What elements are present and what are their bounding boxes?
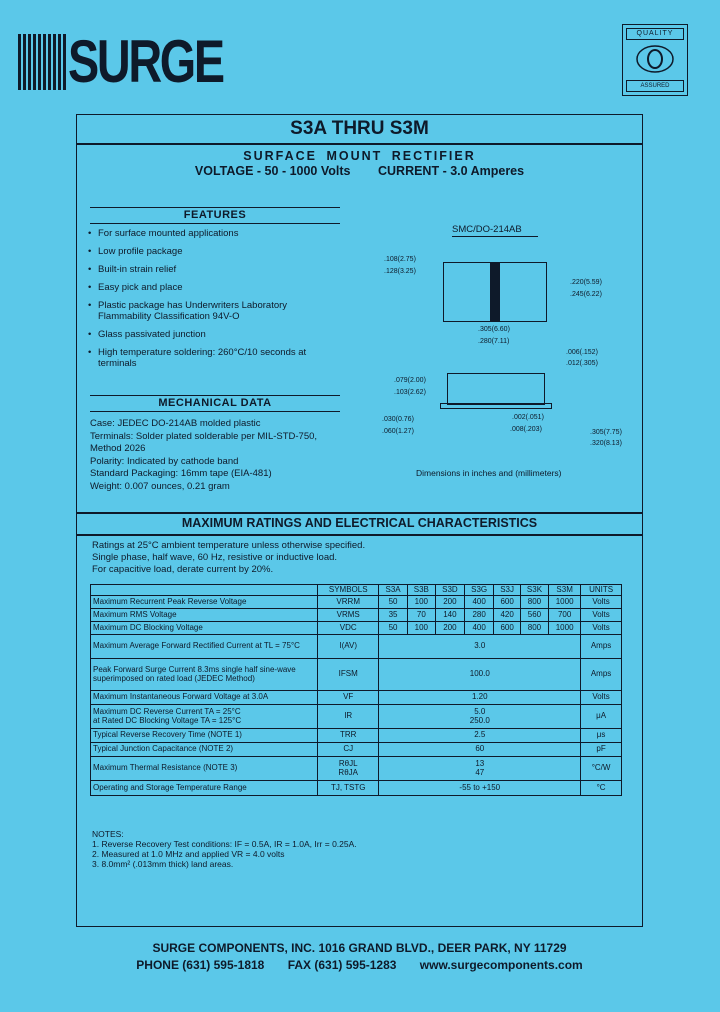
row-value: 2.5 <box>379 728 581 742</box>
row-name: Typical Junction Capacitance (NOTE 2) <box>91 742 318 756</box>
table-row <box>91 634 622 658</box>
header-cell: S3G <box>464 585 494 596</box>
table-row <box>91 595 622 608</box>
row-unit: μs <box>581 728 622 742</box>
row-value: 5.0 250.0 <box>379 704 581 728</box>
package-leads <box>440 403 552 409</box>
row-value: 50 <box>379 621 407 634</box>
mechanical-rule <box>90 395 340 396</box>
dim-label: .280(7.11) <box>478 338 510 345</box>
row-name: Maximum Recurrent Peak Reverse Voltage <box>91 595 318 608</box>
mechanical-rule-bottom <box>90 411 340 412</box>
row-value: 1000 <box>549 621 581 634</box>
notes <box>92 829 357 869</box>
table-row <box>91 690 622 704</box>
dim-label: .002(.051) <box>512 414 544 421</box>
table-row <box>91 742 622 756</box>
row-value: 60 <box>379 742 581 756</box>
badge-top-text: QUALITY <box>626 28 684 40</box>
row-name: Maximum Average Forward Rectified Current at TL = 75°C <box>91 634 318 658</box>
row-symbol: TJ, TSTG <box>318 780 379 795</box>
cathode-band <box>490 262 500 322</box>
quality-assured-badge <box>622 24 688 96</box>
row-value: 13 47 <box>379 756 581 780</box>
table-row <box>91 728 622 742</box>
feature-item: • For surface mounted applications <box>88 228 239 239</box>
row-value: 600 <box>494 621 520 634</box>
row-value: 3.0 <box>379 634 581 658</box>
dim-label: .008(.203) <box>510 426 542 433</box>
package-name: SMC/DO-214AB <box>452 224 522 235</box>
dim-label: .030(0.76) <box>382 416 414 423</box>
intro-line: Ratings at 25°C ambient temperature unless otherwise specified. <box>92 540 366 551</box>
features-rule <box>90 207 340 208</box>
package-name-underline <box>452 236 538 237</box>
header-cell: UNITS <box>581 585 622 596</box>
features-heading: FEATURES <box>183 209 247 221</box>
mechanical-data <box>90 418 340 493</box>
feature-item: • Built-in strain relief <box>88 264 177 275</box>
row-value: 600 <box>494 595 520 608</box>
ratings-heading: MAXIMUM RATINGS AND ELECTRICAL CHARACTERISTICS <box>181 516 538 530</box>
table-row <box>91 756 622 780</box>
row-name: Peak Forward Surge Current 8.3ms single half sine-wave superimposed on rated load (JEDEC Method) <box>91 658 318 690</box>
table-row <box>91 658 622 690</box>
dim-label: .108(2.75) <box>384 256 416 263</box>
table-row <box>91 621 622 634</box>
note-item: 3. 8.0mm² (.013mm thick) land areas. <box>92 859 234 869</box>
row-symbol: TRR <box>318 728 379 742</box>
row-value: 50 <box>379 595 407 608</box>
note-item: 2. Measured at 1.0 MHz and applied VR = 4.0 volts <box>92 849 285 859</box>
company-contact <box>76 958 643 972</box>
row-value: 420 <box>494 608 520 621</box>
row-symbol: IR <box>318 704 379 728</box>
header-cell: SYMBOLS <box>318 585 379 596</box>
feature-item: • Plastic package has Underwriters Laboratory Flammability Classification 94V-O <box>88 300 288 322</box>
row-value: 100 <box>407 621 435 634</box>
header-cell: S3D <box>435 585 464 596</box>
surge-logo <box>18 28 266 95</box>
mechanical-line: Polarity: Indicated by cathode band <box>90 455 239 467</box>
row-value: 1000 <box>549 595 581 608</box>
row-value: 70 <box>407 608 435 621</box>
row-unit: Amps <box>581 634 622 658</box>
table-row <box>91 608 622 621</box>
rating-summary <box>76 164 643 178</box>
header-cell: S3K <box>520 585 548 596</box>
product-subtitle: SURFACE MOUNT RECTIFIER <box>243 149 476 163</box>
dim-label: .245(6.22) <box>570 291 602 298</box>
website-link[interactable]: www.surgecomponents.com <box>419 958 583 972</box>
mechanical-heading: MECHANICAL DATA <box>158 397 272 409</box>
voltage-range: VOLTAGE - 50 - 1000 Volts <box>194 164 351 178</box>
row-value: 560 <box>520 608 548 621</box>
mechanical-line: Method 2026 <box>90 443 146 454</box>
row-symbol: RθJL RθJA <box>318 756 379 780</box>
row-value: 800 <box>520 595 548 608</box>
row-value: 400 <box>464 595 494 608</box>
mechanical-line: Weight: 0.007 ounces, 0.21 gram <box>90 480 230 492</box>
row-unit: °C/W <box>581 756 622 780</box>
features-rule-bottom <box>90 223 340 224</box>
row-name: Maximum Thermal Resistance (NOTE 3) <box>91 756 318 780</box>
dim-label: .220(5.59) <box>570 279 602 286</box>
dim-label: .305(6.60) <box>478 326 510 333</box>
header-cell: S3B <box>407 585 435 596</box>
row-name: Maximum Instantaneous Forward Voltage at 3.0A <box>91 690 318 704</box>
dim-label: .103(2.62) <box>394 389 426 396</box>
table-row <box>91 780 622 795</box>
mechanical-line: Case: JEDEC DO-214AB molded plastic <box>90 418 261 429</box>
row-name: Maximum DC Reverse Current TA = 25°C at Rated DC Blocking Voltage TA = 125°C <box>91 704 318 728</box>
row-unit: Volts <box>581 608 622 621</box>
row-symbol: IFSM <box>318 658 379 690</box>
dim-label: .060(1.27) <box>382 428 414 435</box>
phone-number: PHONE (631) 595-1818 <box>136 958 265 972</box>
ratings-divider <box>76 512 643 514</box>
row-name: Operating and Storage Temperature Range <box>91 780 318 795</box>
row-value: 100.0 <box>379 658 581 690</box>
row-unit: Amps <box>581 658 622 690</box>
row-value: 400 <box>464 621 494 634</box>
row-name: Typical Reverse Recovery Time (NOTE 1) <box>91 728 318 742</box>
row-name: Maximum RMS Voltage <box>91 608 318 621</box>
feature-item: • Glass passivated junction <box>88 329 206 340</box>
ratings-divider-bottom <box>76 534 643 536</box>
row-symbol: VRRM <box>318 595 379 608</box>
header-cell <box>91 585 318 596</box>
row-symbol: VDC <box>318 621 379 634</box>
dim-label: .006(.152) <box>566 349 598 356</box>
company-address: SURGE COMPONENTS, INC. 1016 GRAND BLVD., DEER PARK, NY 11729 <box>152 941 567 955</box>
dim-label: .320(8.13) <box>590 440 622 447</box>
row-value: 140 <box>435 608 464 621</box>
feature-item: • High temperature soldering: 260°C/10 seconds at terminals <box>88 347 307 369</box>
row-value: 200 <box>435 595 464 608</box>
row-unit: μA <box>581 704 622 728</box>
table-header-row <box>91 585 622 596</box>
features-list <box>88 228 338 376</box>
header-cell: S3M <box>549 585 581 596</box>
note-item: 1. Reverse Recovery Test conditions: IF = 0.5A, IR = 1.0A, Irr = 0.25A. <box>92 839 357 849</box>
package-side-view <box>447 373 545 405</box>
ratings-table <box>90 584 622 796</box>
dim-label: .128(3.25) <box>384 268 416 275</box>
row-value: 280 <box>464 608 494 621</box>
part-title: S3A THRU S3M <box>290 118 429 139</box>
ratings-intro <box>92 540 365 576</box>
notes-heading: NOTES: <box>92 829 124 839</box>
current-rating: CURRENT - 3.0 Amperes <box>377 164 525 178</box>
row-symbol: CJ <box>318 742 379 756</box>
header-cell: S3A <box>379 585 407 596</box>
row-unit: Volts <box>581 690 622 704</box>
row-unit: pF <box>581 742 622 756</box>
intro-line: Single phase, half wave, 60 Hz, resistive or inductive load. <box>92 552 338 563</box>
row-value: 100 <box>407 595 435 608</box>
row-unit: Volts <box>581 621 622 634</box>
row-name: Maximum DC Blocking Voltage <box>91 621 318 634</box>
badge-emblem-icon <box>633 42 677 76</box>
badge-bottom-text: ASSURED <box>626 80 684 92</box>
row-value: -55 to +150 <box>379 780 581 795</box>
dim-label: .305(7.75) <box>590 429 622 436</box>
intro-line: For capacitive load, derate current by 20%. <box>92 564 274 575</box>
feature-item: • Low profile package <box>88 246 183 257</box>
mechanical-line: Standard Packaging: 16mm tape (EIA-481) <box>90 468 272 479</box>
mechanical-line: Terminals: Solder plated solderable per MIL-STD-750, <box>90 430 318 442</box>
row-symbol: VRMS <box>318 608 379 621</box>
dimensions-caption: Dimensions in inches and (millimeters) <box>416 468 562 478</box>
row-unit: °C <box>581 780 622 795</box>
row-value: 700 <box>549 608 581 621</box>
row-symbol: VF <box>318 690 379 704</box>
dim-label: .012(.305) <box>566 360 598 367</box>
table-row <box>91 704 622 728</box>
header-cell: S3J <box>494 585 520 596</box>
row-value: 200 <box>435 621 464 634</box>
logo-bars <box>18 34 66 90</box>
dim-label: .079(2.00) <box>394 377 426 384</box>
fax-number: FAX (631) 595-1283 <box>287 958 397 972</box>
row-unit: Volts <box>581 595 622 608</box>
row-symbol: I(AV) <box>318 634 379 658</box>
title-divider <box>76 143 643 145</box>
row-value: 35 <box>379 608 407 621</box>
feature-item: • Easy pick and place <box>88 282 183 293</box>
row-value: 800 <box>520 621 548 634</box>
logo-text: SURGE <box>68 28 223 95</box>
row-value: 1.20 <box>379 690 581 704</box>
